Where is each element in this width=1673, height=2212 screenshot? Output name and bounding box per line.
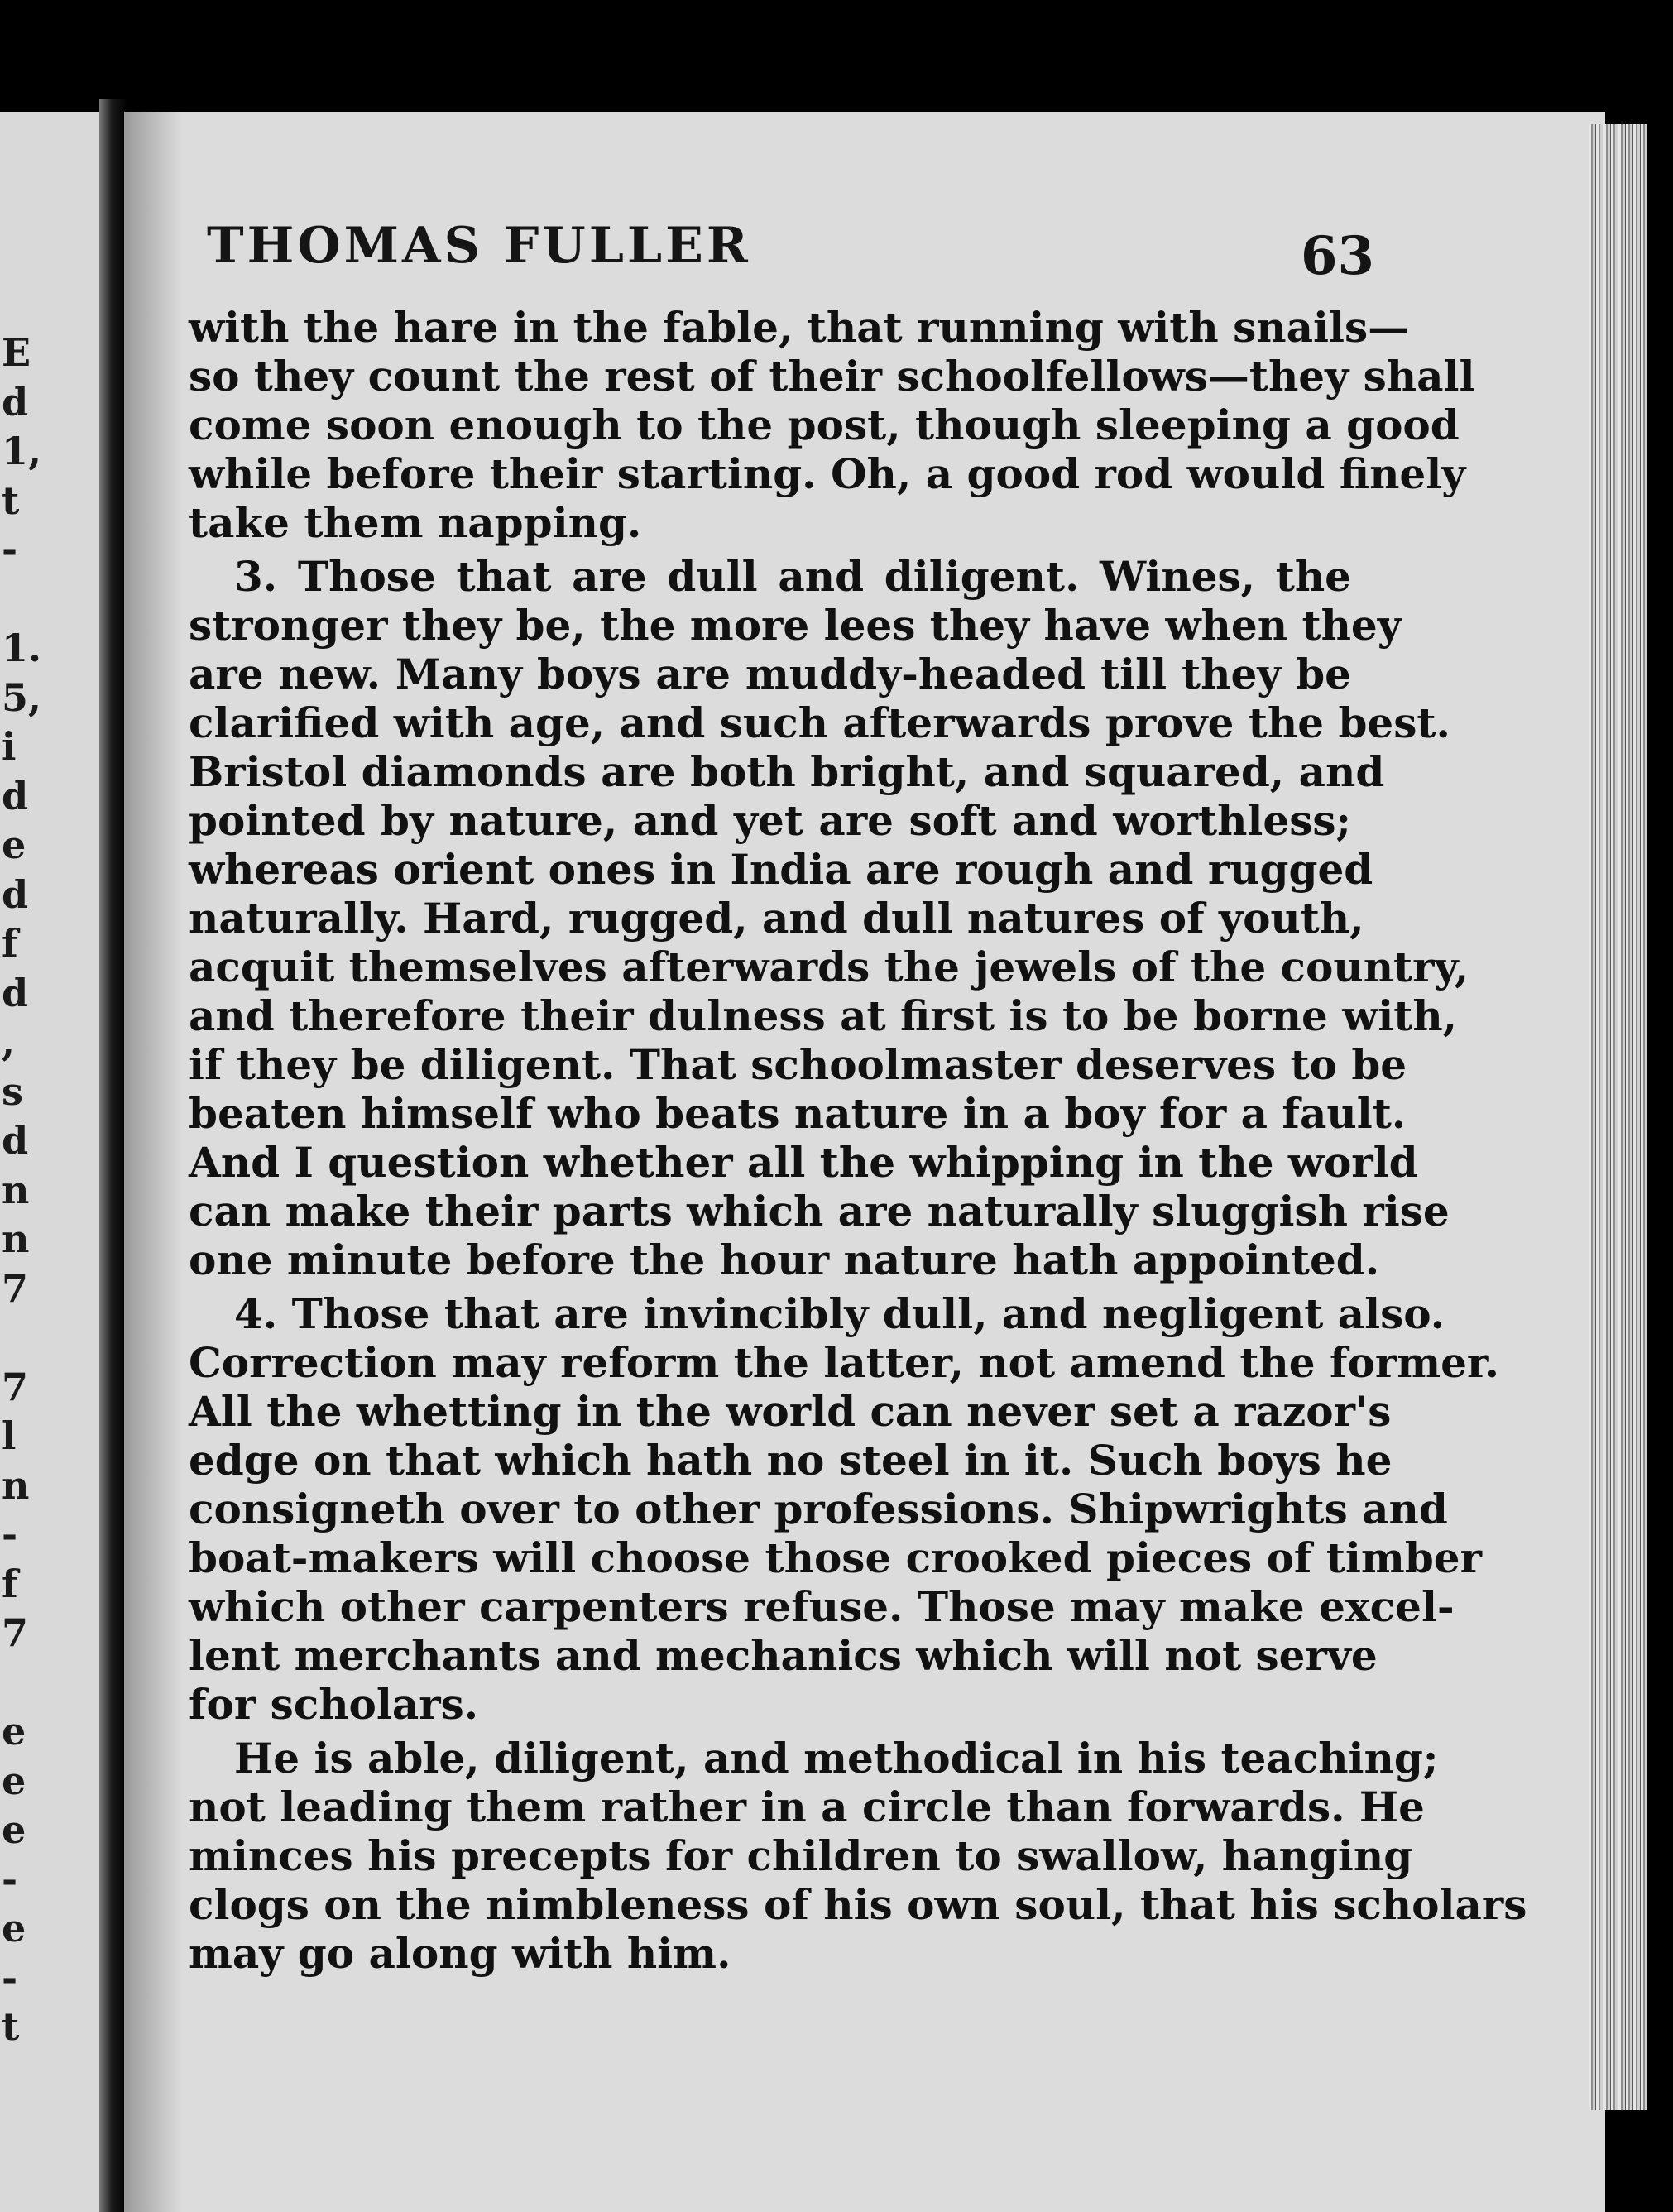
left-page-fragment: 1, — [2, 429, 42, 473]
left-page-fragment: 1. — [2, 626, 42, 670]
left-page-fragment: e — [2, 1807, 26, 1852]
text-line: may go along with him. — [189, 1929, 731, 1978]
left-page-fragment: e — [2, 1709, 26, 1754]
text-line: 3. Those that are dull and diligent. Wines, the — [234, 552, 1351, 601]
text-line: lent merchants and mechanics which will not serve — [189, 1631, 1378, 1680]
text-line: He is able, diligent, and methodical in his teaching; — [234, 1734, 1439, 1783]
text-line: which other carpenters refuse. Those may make excel- — [189, 1582, 1455, 1631]
left-page-fragment: s — [2, 1068, 23, 1114]
text-line: consigneth over to other professions. Shipwrights and — [189, 1485, 1448, 1533]
left-page-fragment: t — [2, 477, 20, 523]
left-page-fragment: d — [2, 379, 29, 425]
left-page-fragment: t — [2, 2004, 20, 2049]
left-page-fragment: n — [2, 1462, 30, 1508]
text-line: whereas orient ones in India are rough and rugged — [189, 845, 1373, 894]
left-page-fragment: n — [2, 1216, 30, 1261]
text-line: can make their parts which are naturally sluggish rise — [189, 1187, 1450, 1236]
left-page-fragment: e — [2, 1758, 26, 1803]
text-line: Bristol diamonds are both bright, and squared, and — [189, 747, 1385, 796]
text-line: Correction may reform the latter, not amend the former. — [189, 1338, 1500, 1387]
left-page-fragment: d — [2, 871, 29, 917]
text-line: clarified with age, and such afterwards prove the best. — [189, 698, 1450, 747]
text-line: All the whetting in the world can never set a razor's — [189, 1387, 1392, 1436]
left-page-fragment: l — [2, 1413, 17, 1458]
page-number: 63 — [1301, 225, 1375, 287]
page-block-edges — [1589, 124, 1647, 2110]
text-line: acquit themselves afterwards the jewels of the country, — [189, 943, 1469, 991]
left-page-fragment — [2, 575, 35, 625]
paragraph-p-four — [189, 1289, 1500, 1729]
text-line: not leading them rather in a circle than forwards. He — [189, 1783, 1425, 1831]
left-page-fragment: f — [2, 1561, 18, 1606]
text-line: And I question whether all the whipping in the world — [189, 1138, 1418, 1187]
left-page-fragment: 7 — [2, 1610, 29, 1655]
running-title: THOMAS FULLER — [207, 217, 751, 275]
text-line: naturally. Hard, rugged, and dull natures of youth, — [189, 894, 1364, 943]
text-line: come soon enough to the post, though sleeping a good — [189, 401, 1460, 449]
text-line: clogs on the nimbleness of his own soul, that his scholars — [189, 1880, 1527, 1929]
left-page-fragment — [2, 1313, 35, 1363]
left-page-fragment: - — [2, 1856, 18, 1902]
left-page-fragment: 5, — [2, 674, 42, 720]
text-line: and therefore their dulness at first is to be borne with, — [189, 991, 1458, 1040]
text-line: are new. Many boys are muddy-headed till they be — [189, 650, 1351, 698]
text-line: 4. Those that are invincibly dull, and negligent also. — [234, 1289, 1445, 1338]
left-page-fragment: e — [2, 1906, 26, 1950]
book-gutter — [99, 99, 127, 2212]
body-text — [189, 303, 1527, 1978]
left-facing-page — [0, 112, 106, 2212]
left-page-fragment: E — [2, 330, 31, 375]
left-page-fragment: d — [2, 1118, 29, 1163]
left-page-fragment: - — [2, 1512, 18, 1557]
text-line: boat-makers will choose those crooked pieces of timber — [189, 1533, 1482, 1582]
left-page-fragment: 7 — [2, 1364, 29, 1409]
left-page-fragment: - — [2, 527, 18, 572]
text-line: with the hare in the fable, that running with snails— — [189, 303, 1410, 352]
left-page-fragment: f — [2, 921, 18, 966]
text-line: stronger they be, the more lees they have when they — [189, 601, 1402, 650]
text-line: minces his precepts for children to swallow, hanging — [189, 1831, 1413, 1880]
left-page-text-fragments — [2, 329, 42, 2052]
paragraph-p-teaching — [189, 1734, 1527, 1978]
left-page-fragment: e — [2, 823, 26, 867]
text-line: if they be diligent. That schoolmaster deserves to be — [189, 1040, 1407, 1089]
left-page-fragment — [2, 1658, 35, 1708]
text-line: pointed by nature, and yet are soft and worthless; — [189, 796, 1351, 845]
left-page-fragment: d — [2, 773, 29, 818]
gutter-shadow — [124, 112, 182, 2212]
paragraph-p-continuation — [189, 303, 1475, 547]
left-page-fragment: n — [2, 1167, 30, 1212]
left-page-fragment: d — [2, 970, 29, 1015]
text-line: while before their starting. Oh, a good rod would finely — [189, 449, 1466, 498]
text-line: beaten himself who beats nature in a boy for a fault. — [189, 1089, 1407, 1138]
paragraph-p-three — [189, 552, 1469, 1284]
text-line: for scholars. — [189, 1680, 479, 1729]
left-page-fragment: i — [2, 724, 17, 769]
left-page-fragment: - — [2, 1955, 18, 2000]
left-page-fragment: , — [2, 1020, 16, 1064]
text-line: edge on that which hath no steel in it. Such boys he — [189, 1436, 1393, 1485]
text-line: one minute before the hour nature hath appointed. — [189, 1236, 1380, 1284]
text-line: take them napping. — [189, 498, 642, 547]
left-page-fragment: 7 — [2, 1265, 29, 1311]
text-line: so they count the rest of their schoolfellows—they shall — [189, 352, 1475, 401]
